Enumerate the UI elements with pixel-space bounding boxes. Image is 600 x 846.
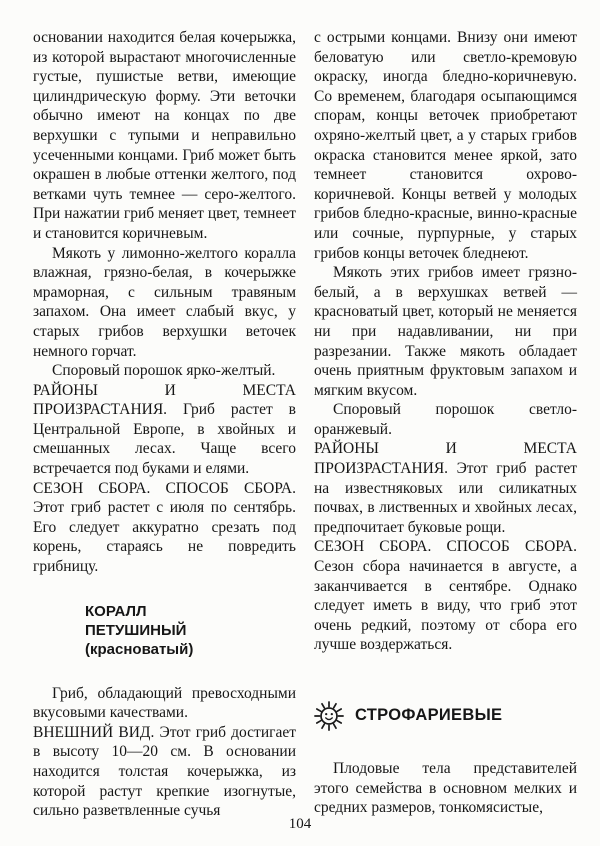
paragraph: Мякоть этих грибов имеет грязно-белый, а в верхушках ветвей — красноватый цвет, который не меняется ни при надавливании, ни при разрезании. Также мякоть обладает очень приятным фруктовым запахом и мягким вкусом. [314,264,577,399]
species-heading [85,602,296,659]
species-heading-line: ПЕТУШИНЫЙ [85,621,187,639]
paragraph: основании находится белая кочерыжка, из которой вырастают многочисленные густые, пушистые ветви, имеющие цилиндрическую форму. Эти веточки обычно имеют на концах по две верхушки с тупыми и неправильно усеченными концами. Гриб может быть окрашен в любые оттенки желтого, под ветками чуть темнее — серо-желтого. При нажатии гриб меняет цвет, темнеет и становится коричневым. [33,29,296,242]
paragraph: Споровый порошок ярко-желтый. [52,362,276,380]
paragraph: с острыми концами. Внизу они имеют беловатую или светло-кремовую окраску, иногда бледно-коричневую. Со временем, благодаря осыпающимся спорам, концы веточек приобретают охряно-желтый цвет, а у старых грибов окраска становится менее яркой, зато темнеет становится охрово-коричневой. Концы ветвей у молодых грибов бледно-красные, винно-красные или сочные, пурпурные, у старых грибов концы веточек бледнеют. [314,29,577,262]
paragraph: Плодовые тела представителей этого семейства в основном мелких и средних размеров, тонкомясистые, [314,760,577,817]
paragraph: Споровый порошок светло-оранжевый. [314,401,577,438]
family-section-heading [314,701,577,731]
family-section-title: СТРОФАРИЕВЫЕ [355,706,503,725]
paragraph-section-season: СЕЗОН СБОРА. СПОСОБ СБОРА. Этот гриб растет с июля по сентябрь. Его следует аккуратно срезать под корень, стараясь не повредить грибницу. [33,479,296,576]
paragraph-section-season: СЕЗОН СБОРА. СПОСОБ СБОРА. Сезон сбора начинается в августе, а заканчивается в сентябре. Однако следует иметь в виду, что гриб этот очень редкий, поэтому от сбора его лучше воздержаться. [314,538,577,654]
page-number: 104 [288,816,312,832]
species-heading-line: КОРАЛЛ [85,602,147,620]
paragraph-section-regions: РАЙОНЫ И МЕСТА ПРОИЗРАСТАНИЯ. Гриб растет в Центральной Европе, в хвойных и смешанных лесах. Чаще всего встречается под буками и елями. [33,381,296,478]
right-column [314,28,577,821]
sun-icon [314,701,344,731]
paragraph-section-appearance: ВНЕШНИЙ ВИД. Этот гриб достигает в высоту 10—20 см. В основании находится толстая кочерыжка, из которой растут крепкие изогнутые, сильно разветвленные сучья [33,723,296,820]
species-heading-line: (красноватый) [85,640,194,658]
paragraph: Гриб, обладающий превосходными вкусовыми качествами. [33,684,296,722]
left-column [33,28,296,821]
paragraph-section-regions: РАЙОНЫ И МЕСТА ПРОИЗРАСТАНИЯ. Этот гриб растет на известняковых или силикатных почвах, в лиственных и хвойных лесах, предпочитает буковые рощи. [314,440,577,536]
paragraph: Мякоть у лимонно-желтого коралла влажная, грязно-белая, в кочерыжке мраморная, с сильным травяным запахом. Она имеет слабый вкус, у старых грибов верхушки веточек немного горчат. [33,244,296,360]
